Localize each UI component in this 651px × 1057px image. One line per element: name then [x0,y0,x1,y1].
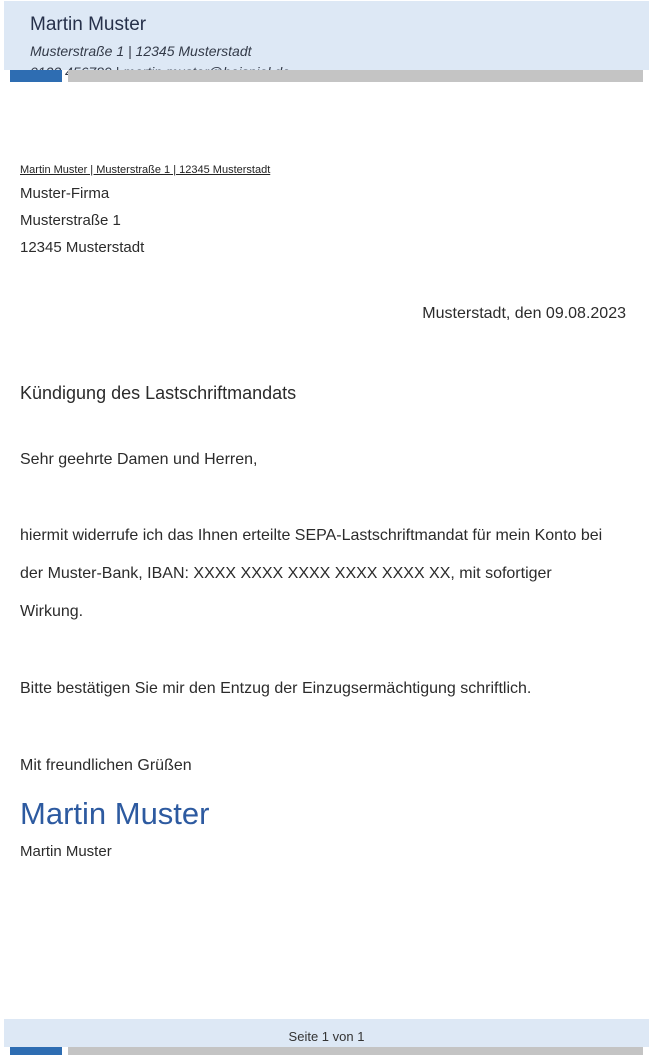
sender-return-line: Martin Muster | Musterstraße 1 | 12345 Musterstadt [20,164,271,176]
body-line: Wirkung. [20,603,84,620]
footer-divider-bar [68,1047,643,1055]
page-number: Seite 1 von 1 [288,1029,365,1044]
body-line: der Muster-Bank, IBAN: XXXX XXXX XXXX XXXX XXXX XX, mit sofortiger [20,565,552,582]
recipient-street: Musterstraße 1 [20,212,121,229]
letter-closing: Mit freundlichen Grüßen [20,757,192,774]
recipient-company: Muster-Firma [20,185,110,202]
signature: Martin Muster [20,796,210,831]
letterhead-address: Musterstraße 1 | 12345 Musterstadt [30,43,252,59]
body-line: hiermit widerrufe ich das Ihnen erteilte SEPA-Lastschriftmandat für mein Konto bei [20,527,603,544]
letter-date: Musterstadt, den 09.08.2023 [422,305,626,322]
letterhead [4,1,649,70]
page-footer [4,1019,649,1047]
letterhead-accent-bar [10,70,62,82]
letterhead-divider-bar [68,70,643,82]
letter-subject: Kündigung des Lastschriftmandats [20,383,297,403]
letter-salutation: Sehr geehrte Damen und Herren, [20,451,258,468]
printed-name: Martin Muster [20,843,112,860]
letterhead-name: Martin Muster [30,14,147,35]
confirmation-request: Bitte bestätigen Sie mir den Entzug der Einzugsermächtigung schriftlich. [20,680,532,697]
recipient-city: 12345 Musterstadt [20,239,145,256]
footer-accent-bar [10,1047,62,1055]
